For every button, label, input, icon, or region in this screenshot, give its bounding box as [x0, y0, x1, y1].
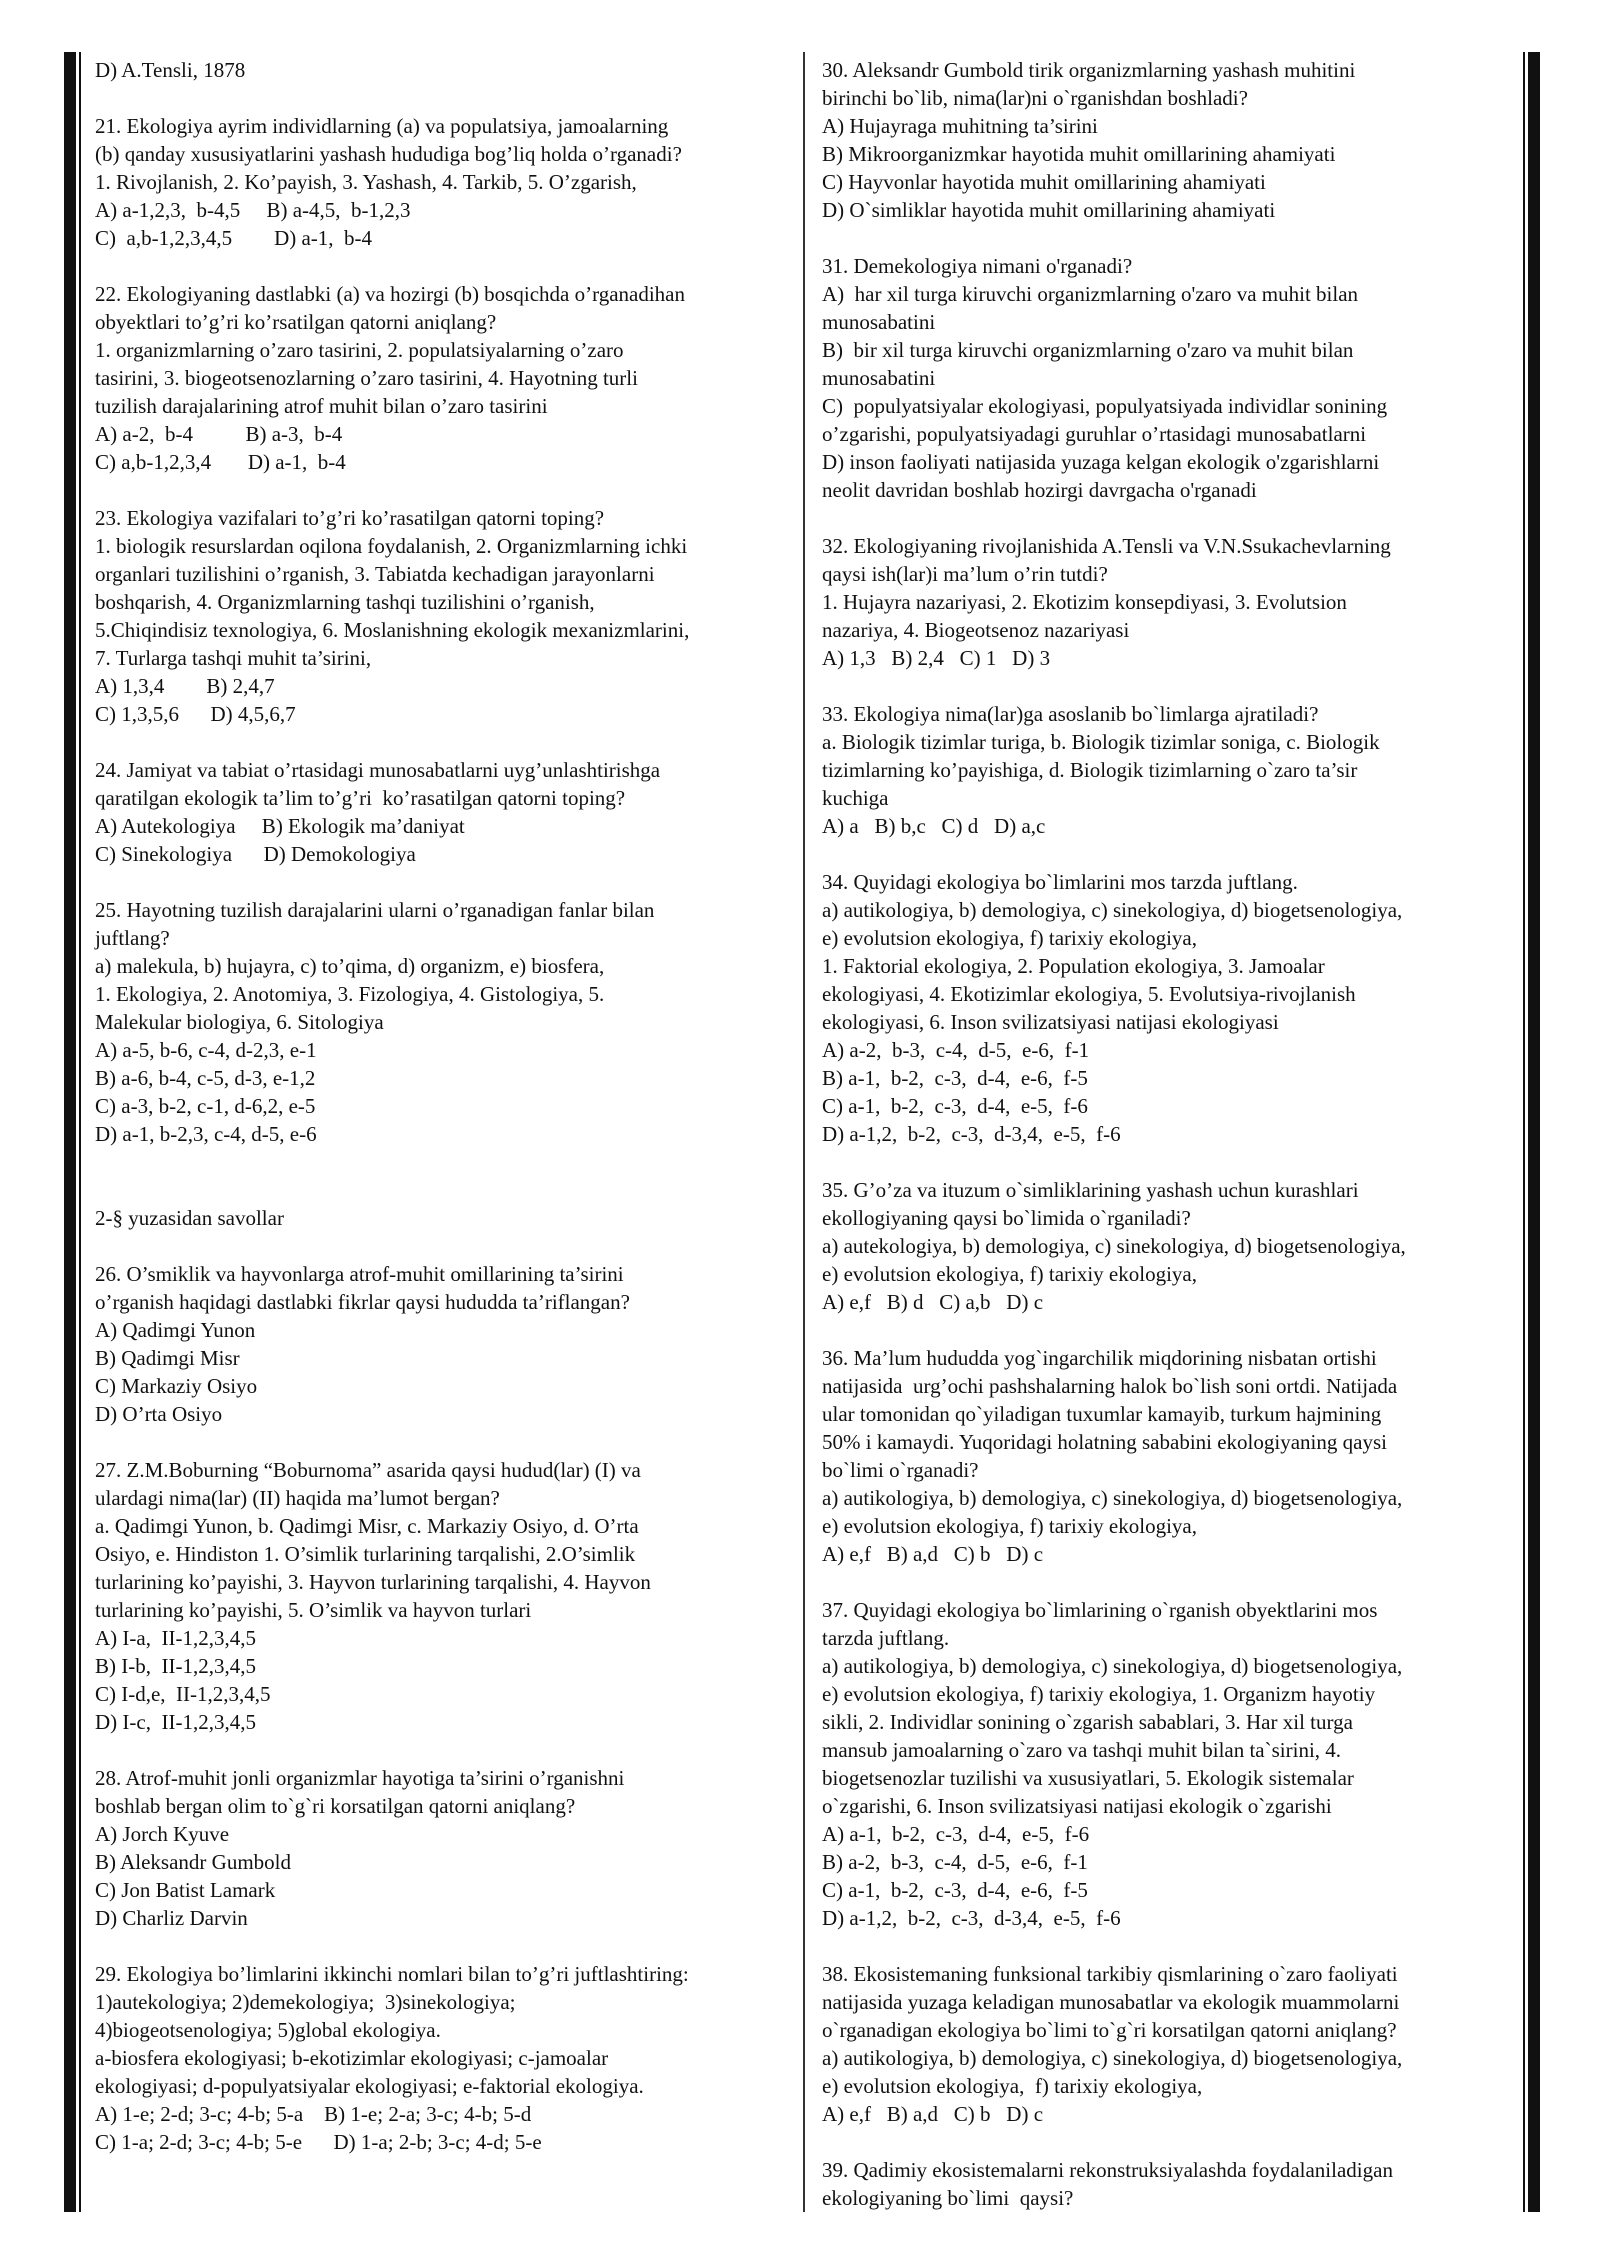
right-column-line: a) autekologiya, b) demologiya, c) sinekologiya, d) biogetsenologiya, [822, 1234, 1406, 1258]
right-column-line: e) evolutsion ekologiya, f) tarixiy ekologiya, [822, 926, 1197, 950]
left-column-line: D) A.Tensli, 1878 [95, 58, 246, 82]
left-column-line: D) I-c, II-1,2,3,4,5 [95, 1710, 256, 1734]
right-column-line: C) a-1, b-2, c-3, d-4, e-6, f-5 [822, 1878, 1088, 1902]
left-column-line: qaratilgan ekologik ta’lim to’g’ri ko’rasatilgan qatorni toping? [95, 786, 626, 810]
left-column-line: A) Jorch Kyuve [95, 1822, 230, 1846]
left-column-line: A) 1,3,4 B) 2,4,7 [95, 674, 275, 698]
right-column-line: A) e,f B) a,d C) b D) c [822, 2102, 1044, 2126]
right-column-line: A) a-1, b-2, c-3, d-4, e-5, f-6 [822, 1822, 1090, 1846]
left-column-line: A) a-1,2,3, b-4,5 B) a-4,5, b-1,2,3 [95, 198, 411, 222]
right-column-line: a. Biologik tizimlar turiga, b. Biologik tizimlar soniga, c. Biologik [822, 730, 1380, 754]
left-column-line: B) Qadimgi Misr [95, 1346, 240, 1370]
left-column-line: organlari tuzilishini o’rganish, 3. Tabiatda kechadigan jarayonlarni [95, 562, 655, 586]
right-column-line [822, 504, 1514, 532]
left-column-line: 23. Ekologiya vazifalari to’g’ri ko’rasatilgan qatorni toping? [95, 506, 605, 530]
right-border-thick [1528, 52, 1540, 2212]
left-column-line: 4)biogeotsenologiya; 5)global ekologiya. [95, 2018, 441, 2042]
left-column-line: C) a,b-1,2,3,4 D) a-1, b-4 [95, 450, 346, 474]
right-column-line: 50% i kamaydi. Yuqoridagi holatning sababini ekologiyaning qaysi [822, 1430, 1387, 1454]
left-column-line: D) Charliz Darvin [95, 1906, 248, 1930]
right-column-line: ekollogiyaning qaysi bo`limida o`rganiladi? [822, 1206, 1191, 1230]
left-column-line: 1. biologik resurslardan oqilona foydalanish, 2. Organizmlarning ichki [95, 534, 688, 558]
left-column-line: C) Markaziy Osiyo [95, 1374, 258, 1398]
left-column-line: ekologiyasi; d-populyatsiyalar ekologiyasi; e-faktorial ekologiya. [95, 2074, 644, 2098]
left-column-line: 26. O’smiklik va hayvonlarga atrof-muhit omillarining ta’sirini [95, 1262, 624, 1286]
left-column-line: boshqarish, 4. Organizmlarning tashqi tuzilishini o’rganish, [95, 590, 595, 614]
right-column-line: A) e,f B) d C) a,b D) c [822, 1290, 1044, 1314]
left-border-thin [79, 52, 81, 2212]
right-column-line: ekologiyasi, 4. Ekotizimlar ekologiya, 5. Evolutsiya-rivojlanish [822, 982, 1356, 1006]
left-column-line [95, 84, 790, 112]
left-column-line: Malekular biologiya, 6. Sitologiya [95, 1010, 384, 1034]
right-column-line: kuchiga [822, 786, 889, 810]
right-column-line: C) populyatsiyalar ekologiyasi, populyatsiyada individlar sonining [822, 394, 1388, 418]
right-column-line: a) autikologiya, b) demologiya, c) sinekologiya, d) biogetsenologiya, [822, 898, 1403, 922]
column-divider [803, 52, 805, 2212]
left-column-line: a-biosfera ekologiyasi; b-ekotizimlar ekologiyasi; c-jamoalar [95, 2046, 609, 2070]
right-column-line: munosabatini [822, 310, 936, 334]
left-column-line: obyektlari to’g’ri ko’rsatilgan qatorni aniqlang? [95, 310, 497, 334]
left-column-line: 22. Ekologiyaning dastlabki (a) va hozirgi (b) bosqichda o’rganadihan [95, 282, 685, 306]
right-column [822, 56, 1514, 2212]
right-column-line: mansub jamoalarning o`zaro va tashqi muhit bilan ta`sirini, 4. [822, 1738, 1342, 1762]
left-column-line: 7. Turlarga tashqi muhit ta’sirini, [95, 646, 372, 670]
right-column-line: C) a-1, b-2, c-3, d-4, e-5, f-6 [822, 1094, 1088, 1118]
right-column-line: biogetsenozlar tuzilishi va xususiyatlari, 5. Ekologik sistemalar [822, 1766, 1354, 1790]
left-column-line [95, 1148, 790, 1176]
left-column-line: tuzilish darajalarining atrof muhit bilan o’zaro tasirini [95, 394, 548, 418]
left-column-line: A) a-2, b-4 B) a-3, b-4 [95, 422, 343, 446]
left-column-line [95, 476, 790, 504]
right-column-line: ekologiyaning bo`limi qaysi? [822, 2186, 1074, 2210]
left-column-line [95, 1428, 790, 1456]
left-column-line: 1. organizmlarning o’zaro tasirini, 2. populatsiyalarning o’zaro [95, 338, 624, 362]
right-column-line [822, 224, 1514, 252]
left-column-line: turlarining ko’payishi, 5. O’simlik va hayvon turlari [95, 1598, 532, 1622]
right-column-line: ekologiyasi, 6. Inson svilizatsiyasi natijasi ekologiyasi [822, 1010, 1279, 1034]
right-column-line: A) har xil turga kiruvchi organizmlarning o'zaro va muhit bilan [822, 282, 1359, 306]
left-border-thick [64, 52, 76, 2212]
right-column-line: 37. Quyidagi ekologiya bo`limlarining o`rganish obyektlarini mos [822, 1598, 1378, 1622]
left-column-line: 5.Chiqindisiz texnologiya, 6. Moslanishning ekologik mexanizmlarini, [95, 618, 690, 642]
left-column-line: 25. Hayotning tuzilish darajalarini ularni o’rganadigan fanlar bilan [95, 898, 655, 922]
right-column-line: 38. Ekosistemaning funksional tarkibiy qismlarining o`zaro faoliyati [822, 1962, 1398, 1986]
right-column-line: D) a-1,2, b-2, c-3, d-3,4, e-5, f-6 [822, 1906, 1121, 1930]
left-column-line: B) a-6, b-4, c-5, d-3, e-1,2 [95, 1066, 316, 1090]
right-column-line: munosabatini [822, 366, 936, 390]
right-column-line [822, 2128, 1514, 2156]
right-column-line: B) Mikroorganizmkar hayotida muhit omillarining ahamiyati [822, 142, 1336, 166]
left-column-line: C) a-3, b-2, c-1, d-6,2, e-5 [95, 1094, 316, 1118]
left-column-line: 1. Ekologiya, 2. Anotomiya, 3. Fizologiya, 4. Gistologiya, 5. [95, 982, 605, 1006]
left-column-line [95, 1232, 790, 1260]
right-column-line: 1. Faktorial ekologiya, 2. Population ekologiya, 3. Jamoalar [822, 954, 1325, 978]
right-column-line: e) evolutsion ekologiya, f) tarixiy ekologiya, [822, 1262, 1197, 1286]
right-column-line: 35. G’o’za va ituzum o`simliklarining yashash uchun kurashlari [822, 1178, 1359, 1202]
right-column-line: natijasida yuzaga keladigan munosabatlar va ekologik muammolarni [822, 1990, 1400, 2014]
left-column-line: 28. Atrof-muhit jonli organizmlar hayotiga ta’sirini o’rganishni [95, 1766, 625, 1790]
right-column-line: 36. Ma’lum hududda yog`ingarchilik miqdorining nisbatan ortishi [822, 1346, 1377, 1370]
right-column-line: A) e,f B) a,d C) b D) c [822, 1542, 1044, 1566]
left-column-line: C) I-d,e, II-1,2,3,4,5 [95, 1682, 271, 1706]
right-column-line: ular tomonidan qo`yiladigan tuxumlar kamayib, turkum hajmining [822, 1402, 1382, 1426]
left-column-line [95, 728, 790, 756]
right-column-line: B) a-2, b-3, c-4, d-5, e-6, f-1 [822, 1850, 1088, 1874]
right-column-line: bo`limi o`rganadi? [822, 1458, 979, 1482]
right-column-line: D) O`simliklar hayotida muhit omillarining ahamiyati [822, 198, 1276, 222]
right-column-line: e) evolutsion ekologiya, f) tarixiy ekologiya, 1. Organizm hayotiy [822, 1682, 1376, 1706]
left-column-line: Osiyo, e. Hindiston 1. O’simlik turlarining tarqalishi, 2.O’simlik [95, 1542, 636, 1566]
left-column-line: A) I-a, II-1,2,3,4,5 [95, 1626, 256, 1650]
left-column-line: ulardagi nima(lar) (II) haqida ma’lumot bergan? [95, 1486, 500, 1510]
left-column-line: 27. Z.M.Boburning “Boburnoma” asarida qaysi hudud(lar) (I) va [95, 1458, 641, 1482]
right-column-line: 39. Qadimiy ekosistemalarni rekonstruksiyalashda foydalaniladigan [822, 2158, 1393, 2182]
left-column-line: C) 1-a; 2-d; 3-c; 4-b; 5-e D) 1-a; 2-b; 3-c; 4-d; 5-e [95, 2130, 542, 2154]
left-column-line: 2-§ yuzasidan savollar [95, 1206, 284, 1230]
left-column-line: B) Aleksandr Gumbold [95, 1850, 291, 1874]
left-column-line: C) Sinekologiya D) Demokologiya [95, 842, 416, 866]
right-column-line: D) a-1,2, b-2, c-3, d-3,4, e-5, f-6 [822, 1122, 1121, 1146]
left-column-line: 24. Jamiyat va tabiat o’rtasidagi munosabatlarni uyg’unlashtirishga [95, 758, 661, 782]
right-column-line: birinchi bo`lib, nima(lar)ni o`rganishdan boshladi? [822, 86, 1248, 110]
right-column-line: a) autikologiya, b) demologiya, c) sinekologiya, d) biogetsenologiya, [822, 1486, 1403, 1510]
right-column-line: 33. Ekologiya nima(lar)ga asoslanib bo`limlarga ajratiladi? [822, 702, 1319, 726]
right-column-line: tarzda juftlang. [822, 1626, 950, 1650]
left-column-line: A) a-5, b-6, c-4, d-2,3, e-1 [95, 1038, 317, 1062]
right-column-line: A) a-2, b-3, c-4, d-5, e-6, f-1 [822, 1038, 1090, 1062]
right-column-line: o`zgarishi, 6. Inson svilizatsiyasi natijasi ekologik o`zgarishi [822, 1794, 1332, 1818]
left-column-line: juftlang? [95, 926, 170, 950]
left-column-line [95, 868, 790, 896]
right-column-line: 31. Demekologiya nimani o'rganadi? [822, 254, 1133, 278]
left-column-line: 29. Ekologiya bo’limlarini ikkinchi nomlari bilan to’g’ri juftlashtiring: [95, 1962, 689, 1986]
right-column-line: A) 1,3 B) 2,4 C) 1 D) 3 [822, 646, 1051, 670]
left-column [95, 56, 790, 2156]
right-column-line [822, 1148, 1514, 1176]
right-column-line: nazariya, 4. Biogeotsenoz nazariyasi [822, 618, 1130, 642]
right-border-thin [1523, 52, 1525, 2212]
right-column-line: B) bir xil turga kiruvchi organizmlarning o'zaro va muhit bilan [822, 338, 1354, 362]
right-column-line [822, 1932, 1514, 1960]
right-column-line: 34. Quyidagi ekologiya bo`limlarini mos tarzda juftlang. [822, 870, 1298, 894]
left-column-line: B) I-b, II-1,2,3,4,5 [95, 1654, 256, 1678]
right-column-line: e) evolutsion ekologiya, f) tarixiy ekologiya, [822, 1514, 1197, 1538]
right-column-line [822, 1316, 1514, 1344]
right-column-line: 30. Aleksandr Gumbold tirik organizmlarning yashash muhitini [822, 58, 1356, 82]
left-column-line: a. Qadimgi Yunon, b. Qadimgi Misr, c. Markaziy Osiyo, d. O’rta [95, 1514, 639, 1538]
right-column-line: 1. Hujayra nazariyasi, 2. Ekotizim konsepdiyasi, 3. Evolutsion [822, 590, 1347, 614]
right-column-line: sikli, 2. Individlar sonining o`zgarish sabablari, 3. Har xil turga [822, 1710, 1353, 1734]
right-column-line: qaysi ish(lar)i ma’lum o’rin tutdi? [822, 562, 1108, 586]
right-column-line: a) autikologiya, b) demologiya, c) sinekologiya, d) biogetsenologiya, [822, 2046, 1403, 2070]
right-column-line: neolit davridan boshlab hozirgi davrgacha o'rganadi [822, 478, 1257, 502]
right-column-line: B) a-1, b-2, c-3, d-4, e-6, f-5 [822, 1066, 1088, 1090]
left-column-line: 1. Rivojlanish, 2. Ko’payish, 3. Yashash, 4. Tarkib, 5. O’zgarish, [95, 170, 637, 194]
left-column-line [95, 252, 790, 280]
right-column-line [822, 840, 1514, 868]
right-column-line: o’zgarishi, populyatsiyadagi guruhlar o’rtasidagi munosabatlarni [822, 422, 1367, 446]
left-column-line: A) Autekologiya B) Ekologik ma’daniyat [95, 814, 465, 838]
left-column-line [95, 1176, 790, 1204]
right-column-line: D) inson faoliyati natijasida yuzaga kelgan ekologik o'zgarishlarni [822, 450, 1380, 474]
left-column-line: D) O’rta Osiyo [95, 1402, 223, 1426]
left-column-line: C) a,b-1,2,3,4,5 D) a-1, b-4 [95, 226, 373, 250]
right-column-line: natijasida urg’ochi pashshalarning halok bo`lish soni ortdi. Natijada [822, 1374, 1398, 1398]
left-column-line: C) 1,3,5,6 D) 4,5,6,7 [95, 702, 296, 726]
left-column-line: A) 1-e; 2-d; 3-c; 4-b; 5-a B) 1-e; 2-a; 3-c; 4-b; 5-d [95, 2102, 532, 2126]
left-column-line: o’rganish haqidagi dastlabki fikrlar qaysi hududda ta’riflangan? [95, 1290, 630, 1314]
right-column-line: 32. Ekologiyaning rivojlanishida A.Tensli va V.N.Ssukachevlarning [822, 534, 1391, 558]
right-column-line: tizimlarning ko’payishiga, d. Biologik tizimlarning o`zaro ta’sir [822, 758, 1358, 782]
right-column-line: o`rganadigan ekologiya bo`limi to`g`ri korsatilgan qatorni aniqlang? [822, 2018, 1397, 2042]
right-column-line: a) autikologiya, b) demologiya, c) sinekologiya, d) biogetsenologiya, [822, 1654, 1403, 1678]
right-column-line: C) Hayvonlar hayotida muhit omillarining ahamiyati [822, 170, 1266, 194]
left-column-line: (b) qanday xususiyatlarini yashash hududiga bog’liq holda o’rganadi? [95, 142, 682, 166]
left-column-line: boshlab bergan olim to`g`ri korsatilgan qatorni aniqlang? [95, 1794, 576, 1818]
left-column-line [95, 1736, 790, 1764]
left-column-line: 1)autekologiya; 2)demekologiya; 3)sinekologiya; [95, 1990, 516, 2014]
left-column-line: A) Qadimgi Yunon [95, 1318, 256, 1342]
left-column-line: 21. Ekologiya ayrim individlarning (a) va populatsiya, jamoalarning [95, 114, 669, 138]
right-column-line [822, 1568, 1514, 1596]
left-column-line: C) Jon Batist Lamark [95, 1878, 276, 1902]
right-column-line: e) evolutsion ekologiya, f) tarixiy ekologiya, [822, 2074, 1203, 2098]
left-column-line [95, 1932, 790, 1960]
left-column-line: tasirini, 3. biogeotsenozlarning o’zaro tasirini, 4. Hayotning turli [95, 366, 638, 390]
right-column-line: A) Hujayraga muhitning ta’sirini [822, 114, 1098, 138]
left-column-line: a) malekula, b) hujayra, c) to’qima, d) organizm, e) biosfera, [95, 954, 605, 978]
left-column-line: D) a-1, b-2,3, c-4, d-5, e-6 [95, 1122, 317, 1146]
left-column-line: turlarining ko’payishi, 3. Hayvon turlarining tarqalishi, 4. Hayvon [95, 1570, 651, 1594]
right-column-line [822, 672, 1514, 700]
right-column-line: A) a B) b,c C) d D) a,c [822, 814, 1046, 838]
